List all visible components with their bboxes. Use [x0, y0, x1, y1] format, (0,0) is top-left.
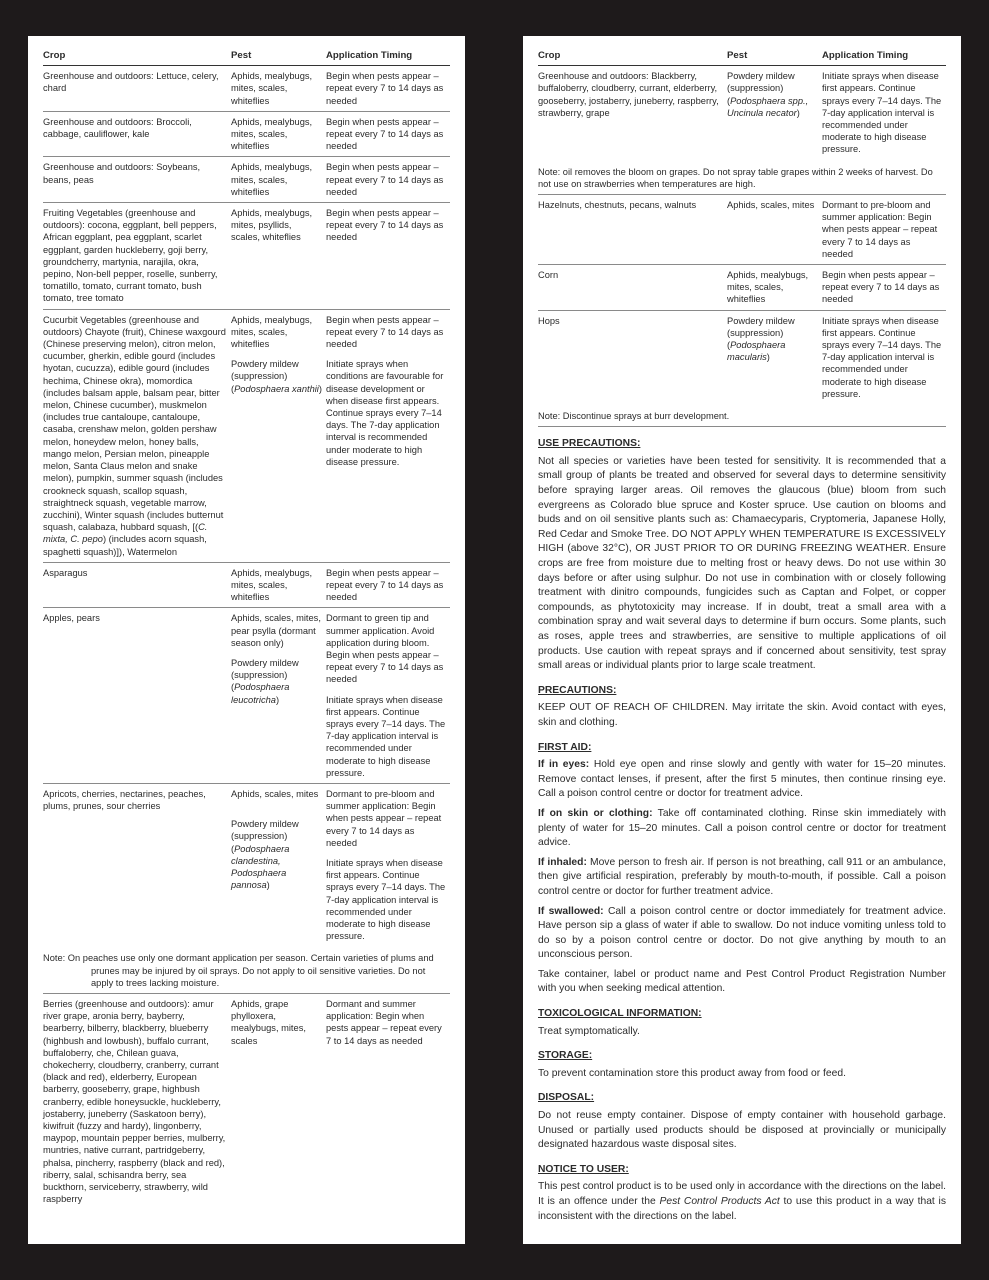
pest-cell: [231, 783, 326, 946]
timing-cell: Begin when pests appear – repeat every 7 to 14 days as needed: [326, 66, 450, 112]
timing-entry: Initiate sprays when conditions are favourable for disease development or when disease first appears. Continue sprays every 7–14 days. The 7-day application interval is recommended under moderate to high disease pressure.: [326, 359, 444, 467]
pest-text: ): [275, 694, 280, 705]
storage-heading: STORAGE:: [538, 1050, 593, 1062]
note-text: Note: On peaches use only one dormant application per season. Certain varieties of plums and prunes may be injured by oil sprays. Do not apply to oil sensitive varieties. Do not apply to trees lacking moisture.: [43, 946, 450, 993]
first-aid-skin: [538, 807, 946, 851]
timing-cell: Begin when pests appear – repeat every 7 to 14 days as needed: [822, 265, 946, 311]
pest-text: Powdery mildew (suppression) (: [727, 71, 795, 106]
table-row: [538, 195, 946, 265]
table-row: [43, 111, 450, 157]
crop-cell: Hops: [538, 315, 560, 326]
header-pest: Pest: [231, 50, 326, 66]
note-text: Note: Discontinue sprays at burr development.: [538, 404, 946, 427]
notice-text-part: This pest control product is to be used only in accordance with the directions on the label. It is an offence under the: [538, 1181, 946, 1207]
pest-cell: Aphids, mealybugs, mites, scales, whiteflies: [231, 66, 326, 112]
timing-cell: [326, 783, 450, 946]
pest-entry: Aphids, scales, mites, pear psylla (dormant season only): [231, 613, 321, 648]
pest-text: Powdery mildew (suppression) (: [231, 359, 299, 394]
precautions-text: KEEP OUT OF REACH OF CHILDREN. May irritate the skin. Avoid contact with eyes, skin and clothing.: [538, 702, 946, 728]
table-row: [538, 66, 946, 160]
first-aid-skin-text: Take off contaminated clothing. Rinse skin immediately with plenty of water for 15–20 minutes. Call a poison control centre or doctor for treatment advice.: [538, 807, 946, 849]
crop-cell: [43, 309, 231, 562]
pest-cell: [231, 309, 326, 562]
notice-text: [538, 1180, 946, 1224]
timing-cell: [326, 309, 450, 562]
crop-cell: Apricots, cherries, nectarines, peaches, plums, prunes, sour cherries: [43, 788, 206, 812]
pest-text: ): [318, 383, 322, 394]
disposal-heading: DISPOSAL:: [538, 1092, 595, 1104]
label-text-sections: [538, 437, 946, 1224]
pest-text: ): [266, 880, 270, 891]
crop-cell: Asparagus: [43, 562, 231, 608]
pest-cell: Aphids, scales, mites: [727, 195, 822, 265]
header-timing: Application Timing: [326, 50, 450, 66]
toxicological-heading: TOXICOLOGICAL INFORMATION:: [538, 1008, 702, 1020]
disposal-text: Do not reuse empty container. Dispose of empty container with household garbage. Unused or partially used products should be disposed at provincially or municipally designated hazardous waste disposal sites.: [538, 1110, 946, 1151]
pest-cell: [727, 66, 822, 160]
notice-act-name: Pest Control Products Act: [659, 1196, 780, 1207]
timing-cell: Begin when pests appear – repeat every 7 to 14 days as needed: [326, 157, 450, 203]
storage-text: To prevent contamination store this product away from food or feed.: [538, 1067, 846, 1079]
pest-cell: Aphids, mealybugs, mites, scales, whiteflies: [231, 157, 326, 203]
table-row: [43, 66, 450, 112]
pest-cell: Aphids, grape phylloxera, mealybugs, mites, scales: [231, 999, 306, 1046]
first-aid-inhaled-text: Move person to fresh air. If person is not breathing, call 911 or an ambulance, then give artificial respiration, preferably by mouth-to-mouth, if possible. Call a poison control centre or doctor for further treatment advice.: [538, 856, 946, 897]
pest-text-italic: Podosphaera macularis: [727, 340, 786, 363]
timing-cell: [326, 608, 450, 784]
table-row: [43, 309, 450, 562]
table-row: [43, 562, 450, 608]
crop-cell: Fruiting Vegetables (greenhouse and outdoors): cocona, eggplant, bell peppers, African eggplant, pea eggplant, scarlet eggplant, garden huckleberry, goji berry, groundcherry, martynia, narajila, okra, pepino, Non-bell pepper, roselle, sunberry, tomatillo, tomato, currant tomato, bush tomato, tree tomato: [43, 203, 231, 310]
first-aid-swallowed: [538, 905, 946, 963]
timing-cell: Begin when pests appear – repeat every 7 to 14 days as needed: [326, 111, 450, 157]
left-label-page: [28, 36, 465, 1244]
pest-entry: [231, 657, 322, 706]
table-row: [538, 310, 946, 404]
first-aid-inhaled-label: If inhaled:: [538, 856, 587, 868]
table-row: [43, 203, 450, 310]
table-row: [43, 608, 450, 784]
pest-text: Powdery mildew (suppression) (: [727, 315, 795, 351]
pest-entry: Aphids, mealybugs, mites, scales, whiteflies: [231, 314, 313, 350]
timing-cell: Begin when pests appear – repeat every 7 to 14 days as needed: [326, 203, 450, 310]
pest-text: Powdery mildew (suppression) (: [231, 819, 299, 854]
header-crop: Crop: [43, 50, 231, 66]
pest-text-italic: Podosphaera xanthii: [234, 383, 319, 394]
table-row: [43, 994, 450, 1210]
crop-cell: Greenhouse and outdoors: Lettuce, celery, chard: [43, 66, 231, 112]
pest-cell: Aphids, mealybugs, mites, scales, whiteflies: [231, 562, 326, 608]
pest-entry: Aphids, scales, mites: [231, 788, 319, 799]
pest-entry: [231, 818, 322, 891]
timing-entry: Dormant to pre-bloom and summer application: Begin when pests appear – repeat every 7 to 14 days as needed: [326, 788, 442, 848]
first-aid-inhaled: [538, 856, 946, 900]
header-crop: Crop: [538, 50, 727, 66]
table-row: [538, 265, 946, 311]
right-label-page: [523, 36, 961, 1244]
note-row: [43, 946, 450, 993]
crop-table-left: [43, 50, 450, 1209]
first-aid-heading: FIRST AID:: [538, 741, 592, 753]
crop-text-italic: C. mixta, C. pepo: [43, 522, 208, 545]
first-aid-swallowed-text: Call a poison control centre or doctor immediately for treatment advice. Have person sip a glass of water if able to swallow. Do not induce vomiting unless told to do so by a poison control centre or doctor. Do not give anything by mouth to an unconscious person.: [538, 905, 946, 961]
first-aid-eyes-text: Hold eye open and rinse slowly and gently with water for 15–20 minutes. Remove contact lenses, if present, after the first 5 minutes, then continue rinsing eye. Call a poison control centre or doctor for treatment advice.: [538, 759, 947, 800]
crop-cell: Greenhouse and outdoors: Soybeans, beans, peas: [43, 157, 231, 203]
pest-text: ): [796, 107, 800, 118]
table-row: [43, 783, 450, 946]
crop-cell: Berries (greenhouse and outdoors): amur river grape, aronia berry, bayberry, bearberry, bilberry, blackberry, blueberry (highbush and lowbush), buffalo currant, buffaloberry, che, Chilean guava, chokecherry, cloudberry, cranberry, currant (black and red), elderberry, European barberry, gooseberry, grape, highbush cranberry, edible honeysuckle, huckleberry, jostaberry, juneberry (Saskatoon berry), kiwifruit (fuzzy and hardy), lingonberry, maypop, mountain pepper berries, mulberry, muntries, native currant, partridgeberry, phalsa, pincherry, raspberry (black and red), riberry, salal, schisandra berry, sea buckthorn, serviceberry, strawberry, wild raspberry: [43, 999, 226, 1205]
pest-text-italic: Podosphaera clandestina, Podosphaera pannosa: [231, 843, 290, 891]
crop-cell: Greenhouse and outdoors: Blackberry, buffaloberry, cloudberry, currant, elderberry, gooseberry, jostaberry, juneberry, raspberry, strawberry, grape: [538, 71, 719, 118]
table-row: [43, 157, 450, 203]
notice-heading: NOTICE TO USER:: [538, 1163, 629, 1175]
pest-text: ): [766, 352, 770, 363]
timing-entry: Initiate sprays when disease first appears. Continue sprays every 7–14 days. The 7-day application interval is recommended under moderate to high disease pressure.: [326, 694, 446, 778]
crop-text: Cucurbit Vegetables (greenhouse and outdoors) Chayote (fruit), Chinese waxgourd (Chinese preserving melon), citron melon, cucumber, gherkin, edible gourd (includes hyotan, cucuzza), edible gourd (includes hechima, Chinese okra), momordica (includes balsam apple, balsam pear, bitter melon, Chinese cucumber), muskmelon (includes true cantaloupe, cantaloupe, casaba, crenshaw melon, golden pershaw melon, honeydew melon, honey balls, mango melon, Persian melon, pineapple melon, Santa Claus melon and snake melon), pumpkin, summer squash (includes crookneck squash, scallop squash, straightneck squash, vegetable marrow, zucchini), Winter squash (includes butternut squash, calabaza, hubbard squash, [(: [43, 314, 226, 533]
header-timing: Application Timing: [822, 50, 946, 66]
first-aid-eyes: [538, 758, 946, 802]
use-precautions-text: Not all species or varieties have been tested for sensitivity. It is recommended that a small group of plants be treated and observed for several days to determine sensitivity before spraying larger areas. Oil removes the glaucous (blue) bloom from such evergreens as Colorado blue spruce and Koster spruce. Use caution on blooms and buds and on oil sensitive plants such as: Chamaecyparis, Cryptomeria, Japanese Holly, Red Cedar and Smoke Tree. DO NOT APPLY WHEN TEMPERATURE IS EXCESSIVELY HIGH (above 32°C), OR JUST PRIOR TO OR DURING FREEZING WEATHER. Ensure crops are free from moisture due to melting frost or heavy dews. Do not use within 30 days before or after using sulphur. Do not use in combination with or closely following treatment with dinitro compounds, fungicides such as Captan and Folpet, or copper compounds, as phytotoxicity may increase. If in doubt, treat a small area with a combination spray and wait several days to determine if burn occurs. Some plants, such as roses, apple trees and strawberries, are sensitive to multiple applications of oil products. Use caution with repeat sprays and if concerned about sensitivity, test spray small areas or individual plants prior to large scale treatment.: [538, 455, 947, 672]
take-container-text: Take container, label or product name and Pest Control Product Registration Number with you when seeking medical attention.: [538, 968, 946, 995]
pest-cell: Aphids, mealybugs, mites, scales, whiteflies: [231, 111, 326, 157]
crop-cell: Greenhouse and outdoors: Broccoli, cabbage, cauliflower, kale: [43, 111, 231, 157]
pest-cell: Aphids, mealybugs, mites, scales, whiteflies: [727, 265, 822, 311]
timing-cell: Begin when pests appear – repeat every 7 to 14 days as needed: [326, 562, 450, 608]
crop-cell: Corn: [538, 265, 727, 311]
header-pest: Pest: [727, 50, 822, 66]
note-row: [538, 404, 946, 427]
timing-cell: Initiate sprays when disease first appears. Continue sprays every 7–14 days. The 7-day application interval is recommended under moderate to high disease pressure.: [822, 315, 942, 399]
pest-cell: Aphids, mealybugs, mites, psyllids, scales, whiteflies: [231, 203, 326, 310]
toxicological-text: Treat symptomatically.: [538, 1025, 640, 1037]
timing-cell: Dormant and summer application: Begin when pests appear – repeat every 7 to 14 days as needed: [326, 999, 442, 1046]
first-aid-skin-label: If on skin or clothing:: [538, 807, 653, 819]
use-precautions-heading: USE PRECAUTIONS:: [538, 438, 641, 450]
timing-cell: Initiate sprays when disease first appears. Continue sprays every 7–14 days. The 7-day application interval is recommended under moderate to high disease pressure.: [822, 71, 942, 155]
timing-entry: Begin when pests appear – repeat every 7 to 14 days as needed: [326, 314, 444, 350]
timing-entry: Initiate sprays when disease first appears. Continue sprays every 7–14 days. The 7-day application interval is recommended under moderate to high disease pressure.: [326, 857, 446, 942]
crop-text: ) (includes acorn squash, spaghetti squash)]), Watermelon: [43, 534, 207, 557]
timing-entry: Dormant to green tip and summer application. Avoid application during bloom. Begin when pests appear – repeat every 7 to 14 days as needed: [326, 613, 444, 685]
first-aid-eyes-label: If in eyes:: [538, 759, 590, 771]
note-text: Note: oil removes the bloom on grapes. Do not spray table grapes within 2 weeks of harvest. Do not use on strawberries when temperatures are high.: [538, 160, 946, 195]
crop-cell: Apples, pears: [43, 608, 231, 784]
precautions-heading: PRECAUTIONS:: [538, 684, 617, 696]
crop-table-right: [538, 50, 946, 427]
first-aid-swallowed-label: If swallowed:: [538, 905, 604, 917]
timing-cell: Dormant to pre-bloom and summer application: Begin when pests appear – repeat every 7 to 14 days as needed: [822, 195, 946, 265]
pest-text: Powdery mildew (suppression) (: [231, 657, 299, 693]
pest-cell: [727, 310, 822, 404]
crop-cell: Hazelnuts, chestnuts, pecans, walnuts: [538, 195, 727, 265]
pest-text-italic: Podosphaera leucotricha: [231, 682, 290, 705]
notice-text-part: to use this product in a way that is inconsistent with the directions on the label.: [538, 1196, 946, 1222]
pest-text-italic: Podosphaera spp., Uncinula necator: [727, 95, 809, 118]
pest-entry: [231, 358, 322, 395]
pest-cell: [231, 608, 326, 784]
note-row: [538, 160, 946, 195]
